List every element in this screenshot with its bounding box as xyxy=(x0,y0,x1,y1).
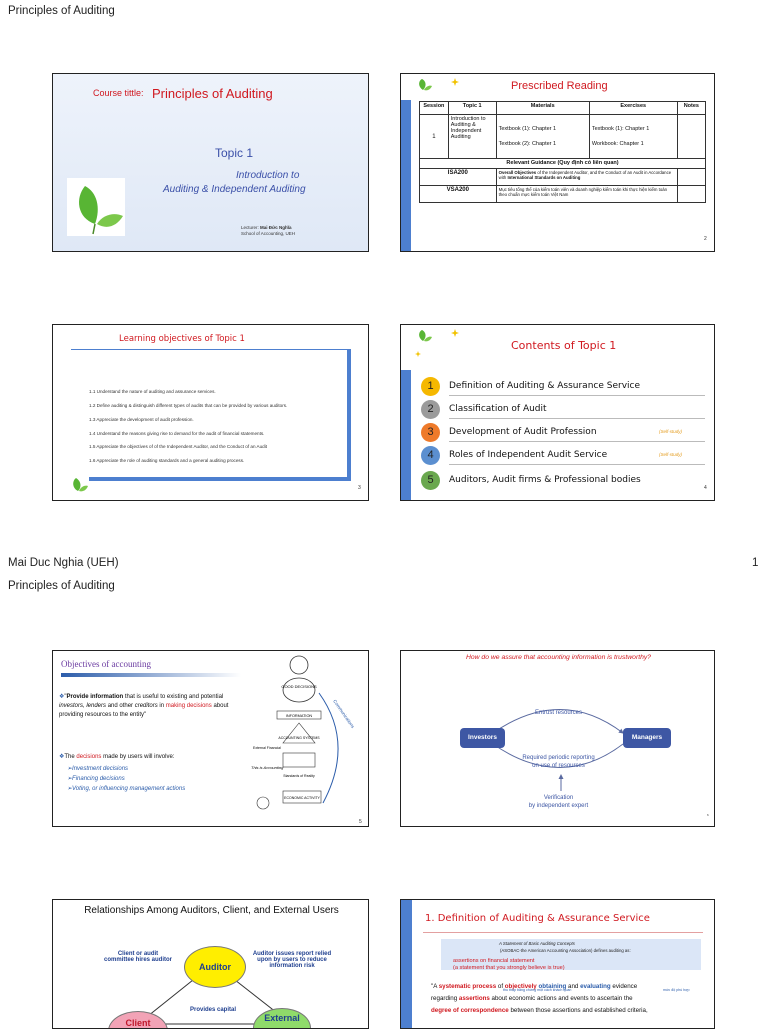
question-title: How do we assure that accounting information is trustworthy? xyxy=(465,654,652,661)
item-label: Development of Audit Profession xyxy=(449,427,597,437)
decision-item: ➢Voting, or influencing management actions xyxy=(67,786,186,792)
vietnamese-note-2: mức độ phù hợp xyxy=(663,988,690,992)
diagram-label: This is Accounting xyxy=(251,765,284,770)
red-text: degree of correspondence xyxy=(431,1007,509,1014)
exercise-2: Workbook: Chapter 1 xyxy=(591,141,644,147)
investors-node: Investors xyxy=(460,728,505,748)
vietnamese-note: thu thập bằng chứng một cách khách quan xyxy=(503,988,572,992)
decision-item: ➢Financing decisions xyxy=(67,776,125,782)
client-hires-text: Client or audit committee hires auditor xyxy=(103,951,172,963)
contents-item[interactable] xyxy=(421,471,705,490)
side-bar xyxy=(401,100,411,252)
leaf-logo xyxy=(67,178,125,236)
text: regarding xyxy=(431,995,459,1002)
item-number-badge: 2 xyxy=(421,400,440,419)
diagram-label: ACCOUNTING SYSTEMS xyxy=(278,736,320,740)
side-bar xyxy=(401,900,412,1029)
slide-title: Relationships Among Auditors, Client, and External Users xyxy=(84,905,339,916)
course-title: Principles of Auditing xyxy=(152,86,273,101)
item-label: Roles of Independent Audit Service xyxy=(449,450,608,460)
slide-number: 2 xyxy=(704,236,707,242)
vsa-text: Mục tiêu tổng thể của kiểm toán viên và doanh nghiệp kiểm toán khi thực hiện kiểm toán theo chuẩn mực kiểm toán Việt Nam xyxy=(496,186,677,203)
slide-number: 6 xyxy=(707,813,709,817)
objective-item: 1.6 Appreciate the role of auditing standards and a general auditing process. xyxy=(89,458,245,463)
isa-bold2: International Standards on Auditing xyxy=(507,175,581,180)
reporting-label-2: on use of resources xyxy=(532,763,585,769)
globe-icon xyxy=(290,656,308,674)
topic-cell: Introduction to Auditing & Independent Auditing xyxy=(448,115,496,159)
title-rule xyxy=(61,673,241,677)
objective-item: 1.5 Appreciate the objectives of of the Independent Auditor, and the Conduct of an Audit xyxy=(89,444,268,449)
text: about providing resources to the entity" xyxy=(59,703,229,718)
decision-text: Investment decisions xyxy=(72,766,129,772)
right-rule xyxy=(347,349,351,479)
bold-text: Provide information xyxy=(66,694,124,700)
reading-table xyxy=(419,101,706,203)
self-study-note: (Self-study) xyxy=(659,452,683,457)
slide-title: 1. Definition of Auditing & Assurance Service xyxy=(425,913,650,924)
slide-contents xyxy=(400,324,715,501)
decisions-bubble xyxy=(283,678,315,702)
page-header: Principles of Auditing xyxy=(8,5,115,17)
intro-line2: Auditing & Independent Auditing xyxy=(163,184,306,195)
verification-label-2: by independent expert xyxy=(528,803,589,809)
self-study-note: (Self-study) xyxy=(659,429,683,434)
item-rule xyxy=(449,395,705,396)
sparkle-icon xyxy=(451,78,459,86)
item-rule xyxy=(449,441,705,442)
slide-title: Learning objectives of Topic 1 xyxy=(119,334,245,344)
isa-notes xyxy=(677,169,705,186)
item-number-badge: 5 xyxy=(421,471,440,490)
communication-arrow xyxy=(319,693,338,803)
leaf-icon xyxy=(67,178,125,236)
item-number-badge: 3 xyxy=(421,423,440,442)
item-label: Classification of Audit xyxy=(449,404,547,414)
statement-title: A Statement of Basic Auditing Concepts xyxy=(499,941,575,946)
intro-line1: Introduction to xyxy=(236,170,300,181)
slide-title: Contents of Topic 1 xyxy=(511,339,617,352)
session-cell: 1 xyxy=(420,115,449,159)
text: evidence xyxy=(610,983,638,990)
red-text: making decisions xyxy=(165,703,212,709)
decision-item: ➢Investment decisions xyxy=(67,766,129,772)
col-session: Session xyxy=(420,102,449,115)
title-rule xyxy=(71,349,347,350)
sparkle-icon xyxy=(451,329,459,337)
page-header-2: Principles of Auditing xyxy=(8,580,115,592)
lecturer xyxy=(241,225,292,230)
vsa-notes xyxy=(677,186,705,203)
statement-source: (ASOBAC-the American Accounting Association) defines auditing as: xyxy=(500,948,631,953)
italic-text: creditors xyxy=(134,703,158,709)
leaf-icon xyxy=(417,78,433,92)
auditor-node: Auditor xyxy=(184,946,246,988)
accounting-diagram xyxy=(243,653,367,825)
material-1: Textbook (1): Chapter 1 xyxy=(498,126,557,132)
diagram-label: GOOD DECISIONS xyxy=(281,684,317,689)
slide-number: 5 xyxy=(359,819,362,825)
red-text: systematic process xyxy=(438,983,497,990)
slide-title: Prescribed Reading xyxy=(511,80,608,92)
contents-item[interactable] xyxy=(421,377,705,396)
slide-objectives-of-accounting xyxy=(52,650,369,827)
isa-text xyxy=(496,169,677,186)
text: between those assertions and established criteria, xyxy=(508,1007,648,1014)
col-notes: Notes xyxy=(677,102,705,115)
objective-item: 1.3 Appreciate the development of audit profession. xyxy=(89,417,194,422)
red-text: assertions xyxy=(458,995,490,1002)
contents-item[interactable] xyxy=(421,446,705,465)
client-node: Client xyxy=(108,1011,168,1029)
col-exercises: Exercises xyxy=(589,102,677,115)
col-topic: Topic 1 xyxy=(448,102,496,115)
slide-relationships xyxy=(52,899,369,1029)
diagram-label: Communications xyxy=(332,698,356,730)
diagram-label: ECONOMIC ACTIVITY xyxy=(284,796,320,800)
leaf-icon xyxy=(417,329,433,343)
red-text: objectively xyxy=(504,983,537,990)
objective-item: 1.1 Understand the nature of auditing and assurance services. xyxy=(89,389,216,394)
side-bar xyxy=(401,370,411,501)
person-icon xyxy=(257,797,269,809)
provides-capital-label: Provides capital xyxy=(189,1007,237,1013)
text: made by users will involve: xyxy=(101,754,175,760)
leaf-icon xyxy=(71,477,89,493)
diagram-label: INFORMATION xyxy=(285,714,313,718)
text: that is useful to existing and potential xyxy=(123,694,224,700)
auditor-report-text: Auditor issues report relied upon by users to reduce information risk xyxy=(252,951,332,969)
red-text: decisions xyxy=(76,754,102,760)
item-number-badge: 1 xyxy=(421,377,440,396)
bottom-rule xyxy=(89,477,351,481)
exercises-cell xyxy=(589,115,677,159)
text: The xyxy=(64,754,77,760)
quote-line-2 xyxy=(431,993,713,1005)
slide-course-title xyxy=(52,73,369,252)
text: in xyxy=(157,703,166,709)
text: and other xyxy=(106,703,135,709)
accounting-pyramid xyxy=(283,723,315,743)
page-number: 1 xyxy=(752,557,759,569)
slide-number: 4 xyxy=(704,485,707,491)
objective-item: 1.4 Understand the reasons giving rise to demand for the audit of financial statements. xyxy=(89,431,265,436)
objective-item: 1.2 Define auditing & distinguish different types of audits that can be provided by various auditors. xyxy=(89,403,288,408)
diagram-label: External Financial xyxy=(253,746,281,750)
assertions-note: assertions on financial statement xyxy=(453,958,535,964)
lecturer-label: Lecturer: xyxy=(241,225,259,230)
lecturer-name: Mai Đức Nghĩa xyxy=(260,225,292,230)
standards-building xyxy=(283,753,315,767)
text: "A xyxy=(431,983,439,990)
blue-text: evaluating xyxy=(580,983,611,990)
italic-text: investors, lenders xyxy=(59,703,107,709)
vsa-code: VSA200 xyxy=(420,186,497,203)
title-rule xyxy=(423,932,703,933)
col-materials: Materials xyxy=(496,102,589,115)
material-2: Textbook (2): Chapter 1 xyxy=(498,141,557,147)
sparkle-icon xyxy=(415,351,421,357)
school: School of Accounting, UEH xyxy=(241,231,296,236)
decision-text: Financing decisions xyxy=(72,776,125,782)
decision-text: Voting, or influencing management actions xyxy=(72,786,186,792)
slide-trustworthy xyxy=(400,650,715,827)
isa-mid: of the Independent Auditor, and the Conduct of an Audit in Accordance with xyxy=(498,170,672,180)
item-label: Definition of Auditing & Assurance Service xyxy=(449,381,641,391)
quote-line-3 xyxy=(431,1005,713,1017)
item-number-badge: 4 xyxy=(421,446,440,465)
blue-text: obtaining xyxy=(536,983,567,990)
materials-cell xyxy=(496,115,589,159)
contents-item[interactable] xyxy=(421,423,705,442)
text: and xyxy=(566,983,581,990)
slide-learning-objectives xyxy=(52,324,369,501)
diagram-label: Standards of Reality xyxy=(283,774,315,778)
entrust-label: Entrust resources xyxy=(534,710,583,716)
text: of xyxy=(496,983,505,990)
course-label: Course tittle: xyxy=(93,88,144,98)
assertions-definition: (a statement that you strongly believe is true) xyxy=(453,965,565,971)
notes-cell xyxy=(677,115,705,159)
isa-bold1: Overall Objectives xyxy=(498,170,537,175)
item-rule xyxy=(449,464,705,465)
verification-label-1: Verification xyxy=(543,795,574,801)
topic-label: Topic 1 xyxy=(215,146,254,160)
page-footer-author: Mai Duc Nghia (UEH) xyxy=(8,557,119,569)
reporting-label-1: Required periodic reporting xyxy=(522,755,595,761)
slide-prescribed-reading xyxy=(400,73,715,252)
guidance-header: Relevant Guidance (Quy định có liên quan) xyxy=(420,159,706,169)
decision-list xyxy=(67,764,185,794)
slide-number: 3 xyxy=(358,485,361,491)
contents-item[interactable] xyxy=(421,400,705,419)
exercise-1: Textbook (1): Chapter 1 xyxy=(591,126,650,132)
item-label: Auditors, Audit firms & Professional bodies xyxy=(449,475,641,485)
item-rule xyxy=(449,418,705,419)
slide-title: Objectives of accounting xyxy=(61,659,151,669)
slide-definition-of-auditing xyxy=(400,899,715,1029)
decisions-paragraph: ❖The decisions made by users will involve: xyxy=(59,754,175,760)
text: about economic actions and events to ascertain the xyxy=(489,995,633,1002)
managers-node: Managers xyxy=(623,728,671,748)
objective-paragraph: ❖"Provide information that is useful to existing and potential investors, lenders and other creditors in making decisions about providing resources to the entity" xyxy=(59,694,229,718)
external-node: External xyxy=(253,1008,311,1029)
isa-code: ISA200 xyxy=(420,169,497,186)
definition-quote xyxy=(431,981,713,1017)
